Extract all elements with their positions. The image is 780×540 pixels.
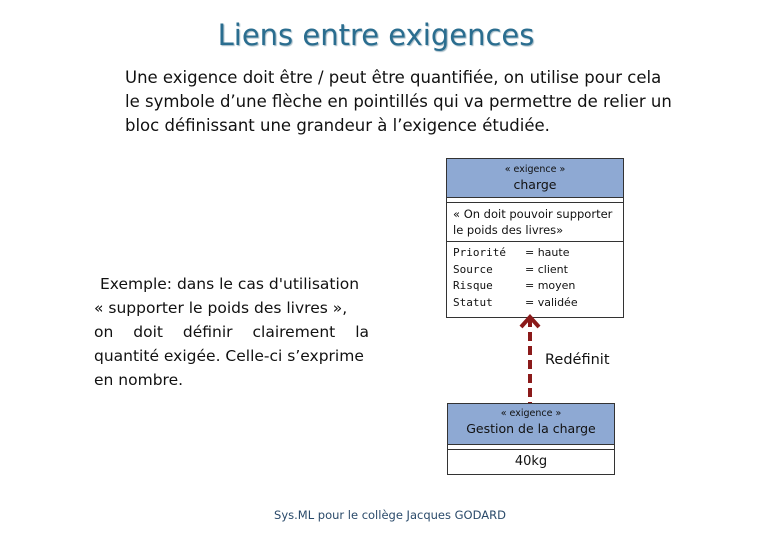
example-paragraph xyxy=(94,272,369,392)
slide-title: Liens entre exigences xyxy=(217,18,535,52)
property-key: Risque xyxy=(453,279,493,292)
intro-line: bloc définissant une grandeur à l’exigence étudiée. xyxy=(125,116,550,135)
property-value: = haute xyxy=(525,246,570,259)
example-line: on doit définir clairement la xyxy=(94,323,369,341)
example-line: quantité exigée. Celle-ci s’exprime xyxy=(94,347,364,365)
property-values xyxy=(525,245,578,311)
requirement-block-charge[interactable] xyxy=(446,158,624,318)
intro-line: Une exigence doit être / peut être quantifiée, on utilise pour cela xyxy=(125,68,662,87)
stereotype-label: « exigence » xyxy=(504,164,566,175)
property-value: = moyen xyxy=(525,279,576,292)
footer-text: Sys.ML pour le collège Jacques GODARD xyxy=(274,508,506,522)
relation-label: Redéfinit xyxy=(545,352,610,368)
requirement-name: charge xyxy=(513,177,557,192)
requirement-text xyxy=(447,203,623,242)
property-value: = client xyxy=(525,262,568,276)
requirement-properties xyxy=(447,242,623,317)
property-key: Priorité xyxy=(453,246,506,259)
stereotype-label: « exigence » xyxy=(500,408,562,419)
intro-line: le symbole d’une flèche en pointillés qui va permettre de relier un xyxy=(125,92,672,111)
intro-paragraph xyxy=(125,66,685,138)
refine-arrow[interactable] xyxy=(510,312,550,406)
property-key: Source xyxy=(453,262,493,276)
footer-credit xyxy=(0,508,780,522)
requirement-text-line: « On doit pouvoir supporter xyxy=(453,207,613,221)
example-line: « supporter le poids des livres », xyxy=(94,299,348,317)
example-line: en nombre. xyxy=(94,371,184,389)
property-key: Statut xyxy=(453,295,493,309)
requirement-header xyxy=(447,159,623,198)
requirement-text-line: le poids des livres» xyxy=(453,223,564,237)
requirement-block-gestion[interactable] xyxy=(447,403,615,475)
requirement-value: 40kg xyxy=(514,454,548,469)
requirement-header xyxy=(448,404,614,445)
requirement-name: Gestion de la charge xyxy=(466,421,596,436)
property-keys xyxy=(453,245,525,311)
example-line: Exemple: dans le cas d'utilisation xyxy=(100,275,360,293)
property-value: = validée xyxy=(525,295,578,309)
